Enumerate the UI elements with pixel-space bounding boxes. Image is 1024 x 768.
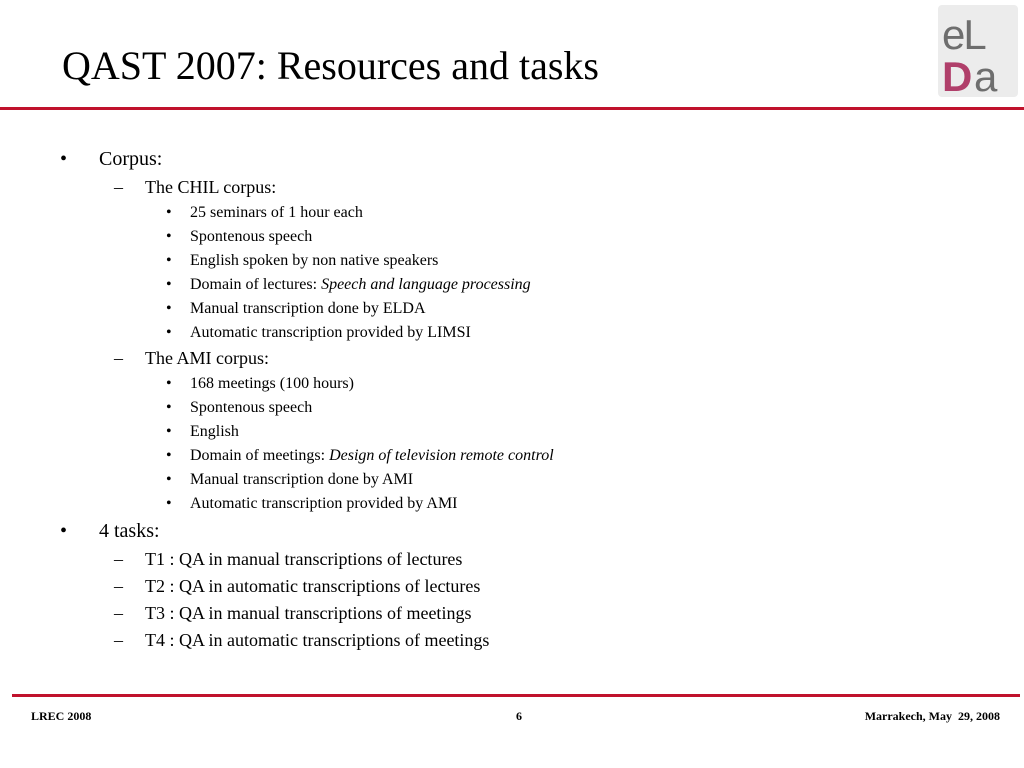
- list-item-text: Automatic transcription provided by AMI: [190, 495, 458, 512]
- sub-bullet-chil-corpus: [0, 174, 1024, 201]
- sub-bullet-text: The CHIL corpus:: [145, 177, 277, 197]
- list-item-text: [190, 273, 531, 297]
- list-item-prefix: Domain of meetings:: [190, 447, 330, 464]
- slide-body: [0, 144, 1024, 654]
- task-text: T1 : QA in manual transcriptions of lectures: [145, 549, 463, 569]
- bullet-marker: •: [166, 324, 172, 341]
- logo-text-a: a: [974, 53, 998, 97]
- footer-conference: LREC 2008: [31, 709, 92, 723]
- title-divider: [0, 107, 1024, 110]
- list-item-emphasis: Speech and language processing: [321, 276, 531, 293]
- task-text: T4 : QA in automatic transcriptions of meetings: [145, 630, 490, 650]
- list-item-text: 25 seminars of 1 hour each: [190, 204, 363, 221]
- task-item: [0, 600, 1024, 627]
- list-item-emphasis: Design of television remote control: [329, 447, 554, 464]
- bullet-corpus: [0, 144, 1024, 174]
- bullet-marker: •: [166, 471, 172, 488]
- list-item-prefix: Domain of lectures:: [190, 276, 322, 293]
- list-item-text: English: [190, 423, 239, 440]
- bullet-text: 4 tasks:: [99, 520, 160, 542]
- list-item: [0, 396, 1024, 420]
- bullet-marker: •: [60, 148, 68, 170]
- bullet-marker: •: [166, 300, 172, 317]
- list-item-text: Manual transcription done by ELDA: [190, 300, 426, 317]
- list-item-text: Manual transcription done by AMI: [190, 471, 414, 488]
- bullet-tasks: [0, 516, 1024, 546]
- list-item: [0, 297, 1024, 321]
- list-item: [0, 201, 1024, 225]
- dash-marker: –: [114, 549, 123, 569]
- list-item-text: Spontenous speech: [190, 399, 313, 416]
- list-item-text: Automatic transcription provided by LIMSI: [190, 324, 471, 341]
- list-item: [0, 420, 1024, 444]
- bullet-marker: •: [166, 375, 172, 392]
- bullet-marker: •: [166, 276, 172, 293]
- list-item-text: 168 meetings (100 hours): [190, 375, 354, 392]
- bullet-marker: •: [166, 204, 172, 221]
- footer-page-number: 6: [516, 709, 522, 723]
- footer-location-date: Marrakech, May 29, 2008: [864, 709, 1000, 723]
- list-item: [0, 273, 1024, 297]
- dash-marker: –: [114, 603, 123, 623]
- bullet-marker: •: [166, 423, 172, 440]
- bullet-marker: •: [166, 399, 172, 416]
- footer-divider: [12, 694, 1020, 697]
- dash-marker: –: [114, 576, 123, 596]
- bullet-marker: •: [166, 252, 172, 269]
- list-item: [0, 444, 1024, 468]
- list-item: [0, 225, 1024, 249]
- list-item-text: Spontenous speech: [190, 228, 313, 245]
- task-text: T2 : QA in automatic transcriptions of lectures: [145, 576, 481, 596]
- dash-marker: –: [114, 348, 123, 368]
- logo-text-d: D: [942, 53, 973, 97]
- list-item: [0, 468, 1024, 492]
- sub-bullet-ami-corpus: [0, 345, 1024, 372]
- list-item: [0, 492, 1024, 516]
- list-item: [0, 249, 1024, 273]
- list-item-text: English spoken by non native speakers: [190, 252, 439, 269]
- sub-bullet-text: The AMI corpus:: [145, 348, 269, 368]
- task-text: T3 : QA in manual transcriptions of meetings: [145, 603, 472, 623]
- bullet-marker: •: [166, 447, 172, 464]
- slide-title: QAST 2007: Resources and tasks: [62, 43, 599, 88]
- dash-marker: –: [114, 630, 123, 650]
- bullet-marker: •: [166, 228, 172, 245]
- logo-text-top: eL: [942, 11, 985, 58]
- task-item: [0, 546, 1024, 573]
- list-item: [0, 321, 1024, 345]
- dash-marker: –: [114, 177, 123, 197]
- bullet-text: Corpus:: [99, 148, 163, 170]
- list-item: [0, 372, 1024, 396]
- task-item: [0, 573, 1024, 600]
- elda-logo: [938, 5, 1018, 97]
- task-item: [0, 627, 1024, 654]
- list-item-text: [190, 444, 554, 468]
- bullet-marker: •: [166, 495, 172, 512]
- bullet-marker: •: [60, 520, 68, 542]
